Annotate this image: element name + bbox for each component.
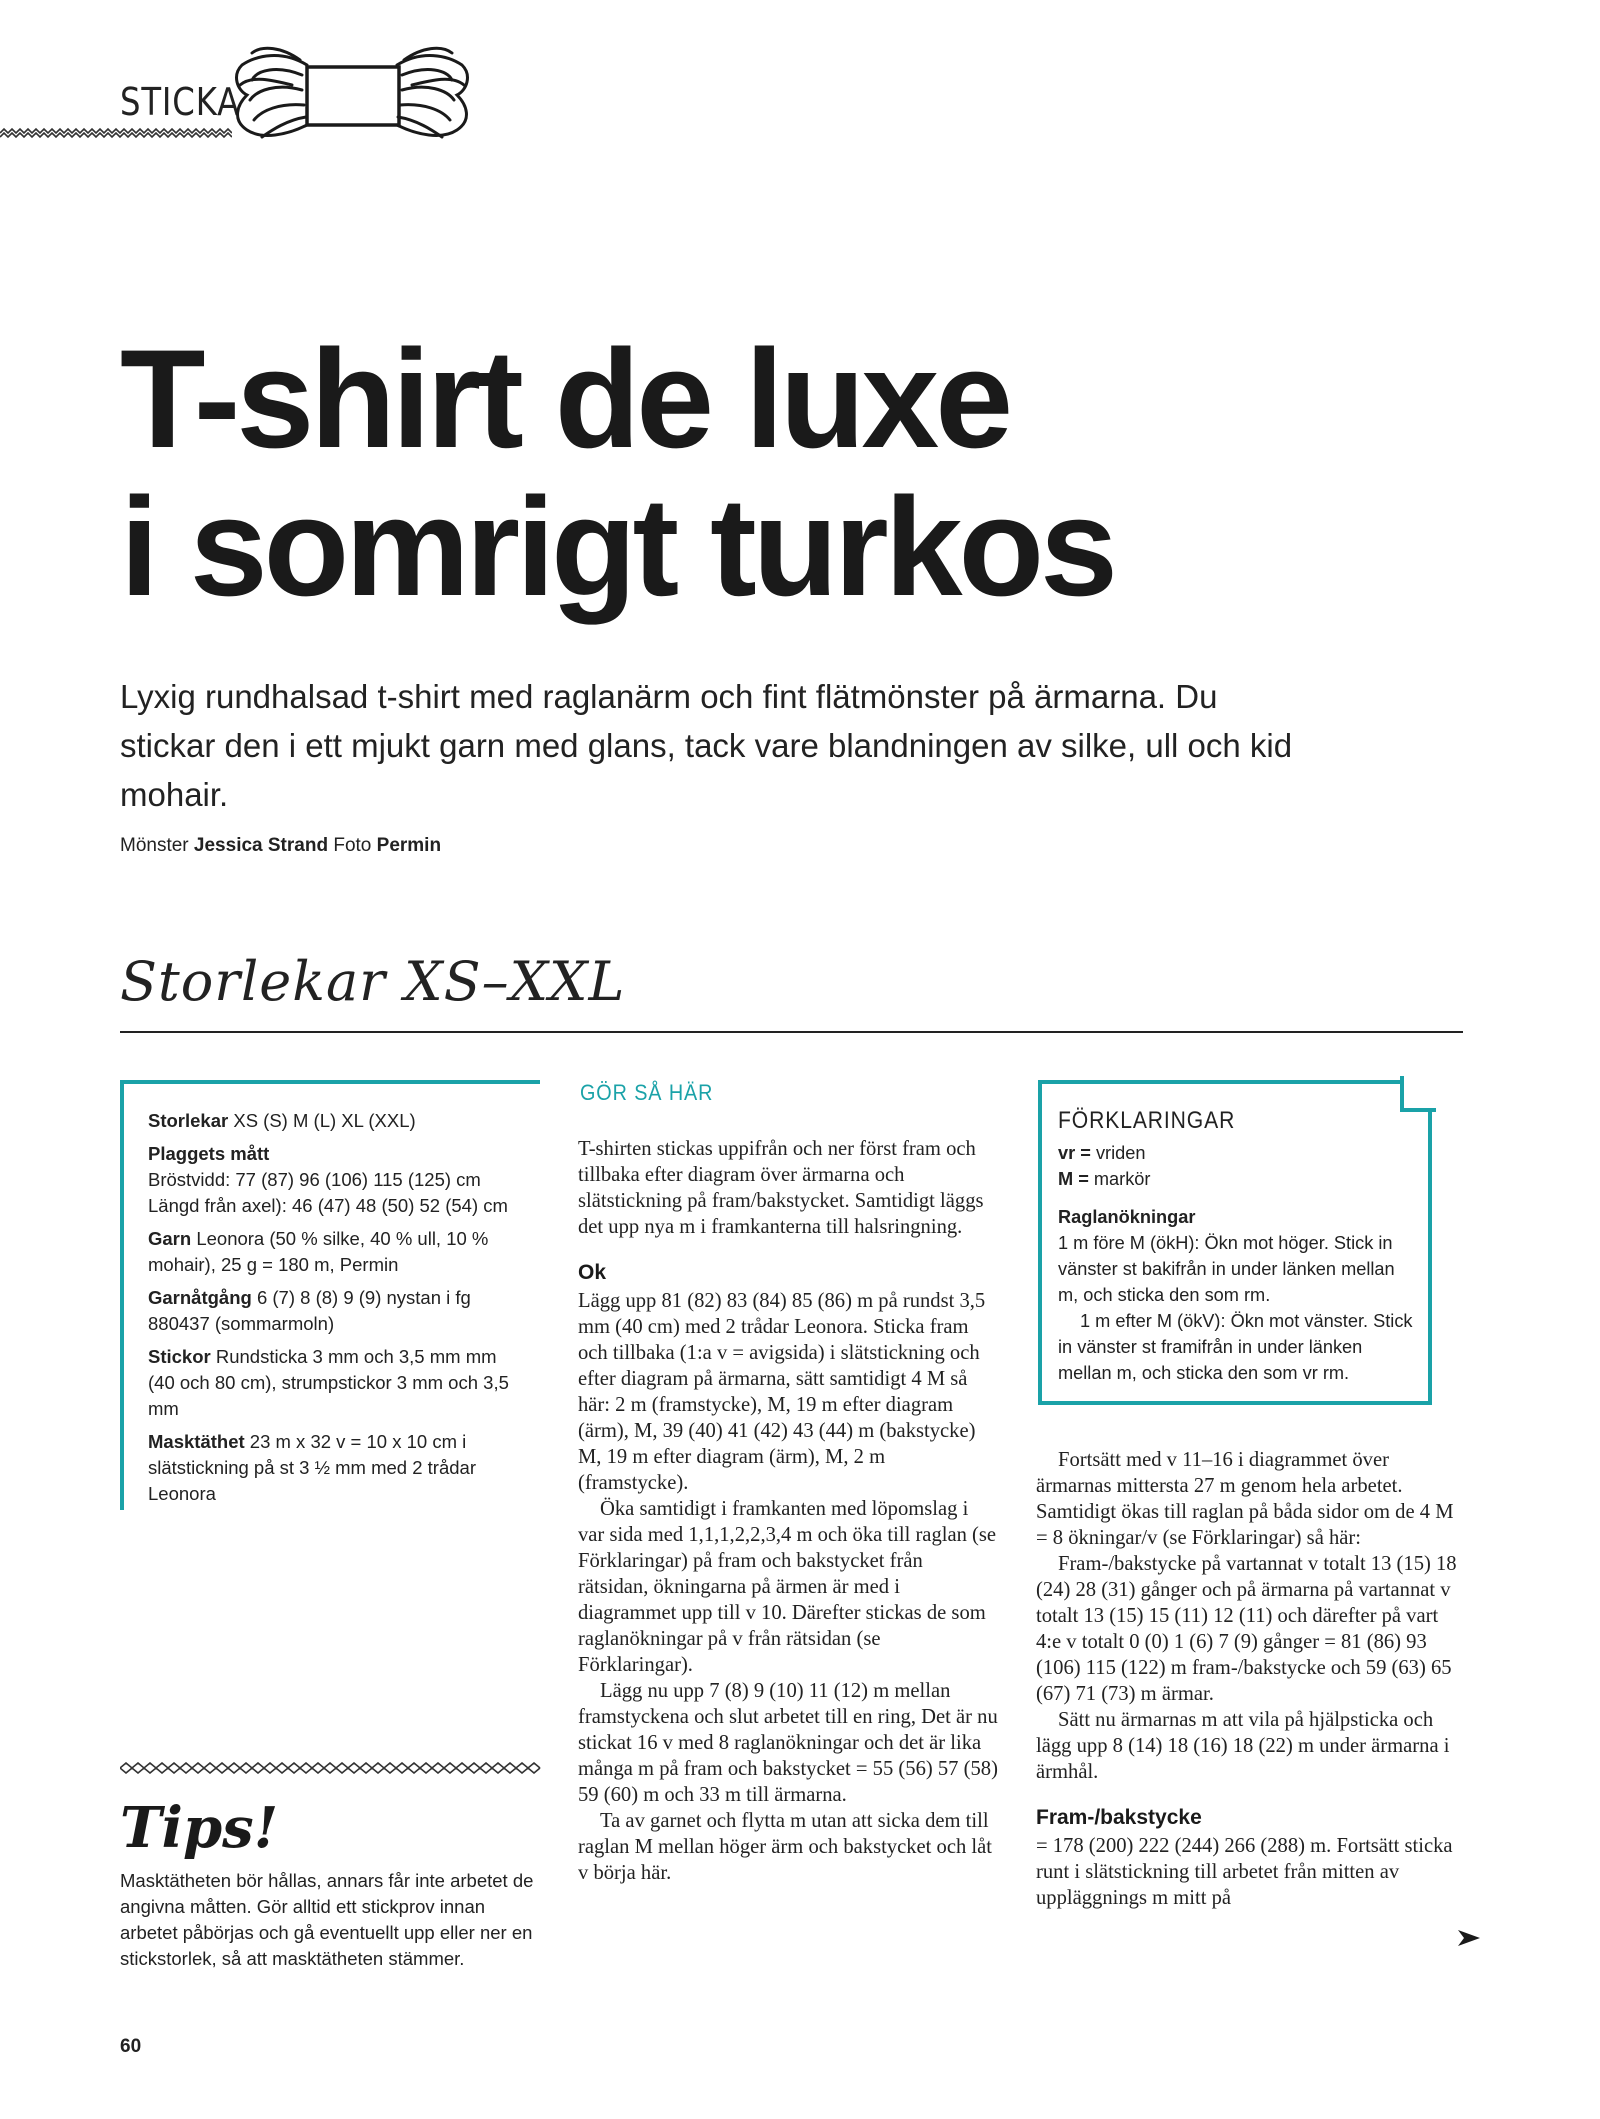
- tips-heading: Tips!: [120, 1795, 279, 1861]
- explanations-content: [1058, 1108, 1418, 1386]
- abbr-m-value: markör: [1093, 1169, 1151, 1189]
- yarn-skein-icon: [232, 45, 472, 145]
- how-paragraph-3: Öka samtidigt i framkanten med löpomslag i var sida med 1,1,1,2,2,3,4 m och öka till raglan (se Förklaringar) på fram och bakstycket från rätsidan, ökningarna på ärmen är med i diagrammet upp till v 10. Därefter stickas de som raglanökningar på v från rätsidan (se Förklaringar).: [578, 1498, 997, 1676]
- info-yarn-value: Leonora (50 % silke, 40 % ull, 10 % mohair), 25 g = 180 m, Permin: [148, 1228, 489, 1275]
- raglan-heading: Raglanökningar: [1058, 1207, 1196, 1227]
- how-to-heading: GÖR SÅ HÄR: [580, 1080, 714, 1105]
- right-paragraph-2: Fram-/bakstycke på vartannat v totalt 13 (15) 18 (24) 28 (31) gånger och på ärmarna på vartannat v totalt 13 (15) 15 (11) 12 (11) och därefter på vart 4:e v totalt 0 (0) 1 (6) 7 (9) gånger = 81 (86) 93 (106) 115 (122) m fram-/bakstycke och 59 (63) 65 (67) 71 (73) m ärmar.: [1036, 1553, 1457, 1705]
- zigzag-divider: [120, 1762, 545, 1774]
- right-paragraph-4: = 178 (200) 222 (244) 266 (288) m. Fortsätt sticka runt i slätstickning till arbetet från mitten av uppläggnings m mitt på: [1036, 1835, 1453, 1909]
- right-paragraph-3: Sätt nu ärmarnas m att vila på hjälpsticka och lägg upp 8 (14) 18 (16) 18 (22) m under ärmarna i ärmhål.: [1036, 1709, 1450, 1783]
- abbr-m: M =: [1058, 1169, 1089, 1189]
- raglan-paragraph-1: 1 m före M (ökH): Ökn mot höger. Stick in vänster st bakifrån in under länken mellan m, och sticka den som rm.: [1058, 1233, 1395, 1305]
- info-needles-label: Stickor: [148, 1346, 211, 1367]
- how-paragraph-5: Ta av garnet och flytta m utan att sicka dem till raglan M mellan höger ärm och bakstycket och låt v börja här.: [578, 1810, 993, 1884]
- explanations-heading: FÖRKLARINGAR: [1058, 1107, 1236, 1134]
- instructions-column-right: [1036, 1447, 1460, 1911]
- info-box: [120, 1080, 540, 1510]
- info-yarnuse-value: 6 (7) 8 (8) 9 (9) nystan i fg 880437 (sommarmoln): [148, 1287, 471, 1334]
- info-box-border-left: [120, 1080, 124, 1510]
- title-line-2: i somrigt turkos: [120, 468, 1114, 625]
- info-gauge-label: Masktäthet: [148, 1431, 245, 1452]
- title-line-1: T-shirt de luxe: [120, 320, 1010, 477]
- info-content: [148, 1108, 528, 1514]
- ok-heading: Ok: [578, 1261, 607, 1284]
- credit-photo-name: Permin: [376, 835, 442, 856]
- abbr-vr-value: vriden: [1095, 1143, 1146, 1163]
- intro-paragraph: Lyxig rundhalsad t-shirt med raglanärm och fint flätmönster på ärmarna. Du stickar den i ett mjukt garn med glans, tack vare blandningen av silke, ull och kid mohair.: [120, 678, 1293, 813]
- explanations-box: [1038, 1080, 1432, 1405]
- info-yarn-label: Garn: [148, 1228, 192, 1249]
- how-paragraph-1: T-shirten stickas uppifrån och ner först fram och tillbaka efter diagram över ärmarna och slätstickning på fram/bakstycket. Samtidigt läggs det upp nya m i framkanterna till halsringning.: [578, 1138, 984, 1238]
- section-label: STICKA: [120, 80, 241, 124]
- raglan-paragraph-2: 1 m efter M (ökV): Ökn mot vänster. Stick in vänster st framifrån in under länken mellan m, och sticka den som vr rm.: [1058, 1311, 1413, 1383]
- info-box-border-top: [120, 1080, 540, 1084]
- info-measure-label: Plaggets mått: [148, 1143, 270, 1164]
- instructions-column: [578, 1136, 998, 1886]
- page-number: 60: [120, 2036, 142, 2057]
- credit-pattern-label: Mönster: [120, 835, 189, 856]
- how-paragraph-4: Lägg nu upp 7 (8) 9 (10) 11 (12) m mellan framstyckena och slut arbetet till en ring, Det är nu stickat 16 v med 8 raglanökningar och det är lika många m på fram och bakstycket = 55 (56) 57 (58) 59 (60) m och 33 m till ärmarna.: [578, 1680, 998, 1806]
- how-paragraph-2: Lägg upp 81 (82) 83 (84) 85 (86) m på rundst 3,5 mm (40 cm) med 2 trådar Leonora. Sticka fram och tillbaka (1:a v = avigsida) i slätstickning och efter diagram på ärmarna, sätt samtidigt 4 M så här: 2 m (framstycke), M, 19 m efter diagram (ärm), M, 39 (40) 41 (42) 43 (44) m (bakstycke) M, 19 m efter diagram (ärm), M, 2 m (framstycke).: [578, 1290, 986, 1494]
- zigzag-divider: [0, 127, 232, 139]
- credit-photo-label: Foto: [333, 835, 372, 856]
- info-needles-value: Rundsticka 3 mm och 3,5 mm mm (40 och 80 cm), strumpstickor 3 mm och 3,5 mm: [148, 1346, 509, 1419]
- info-measure-line-2: Längd från axel): 46 (47) 48 (50) 52 (54) cm: [148, 1195, 508, 1216]
- continue-arrow-icon: [1458, 1930, 1480, 1946]
- right-paragraph-1: Fortsätt med v 11–16 i diagrammet över ärmarnas mittersta 27 m genom hela arbetet. Samtidigt ökas till raglan på båda sidor om de 4 M = 8 ökningar/v (se Förklaringar) så här:: [1036, 1449, 1454, 1549]
- page-title: [120, 320, 1114, 625]
- info-yarnuse-label: Garnåtgång: [148, 1287, 252, 1308]
- credit-pattern-name: Jessica Strand: [193, 835, 329, 856]
- info-sizes-label: Storlekar: [148, 1110, 229, 1131]
- tips-text: Masktätheten bör hållas, annars får inte arbetet de angivna måtten. Gör alltid ett stickprov innan arbetet påbörjas och gå eventuellt upp eller ner en stickstorlek, så att masktätheten stämmer.: [120, 1870, 534, 1969]
- credits: [120, 835, 441, 857]
- explanations-notch: [1400, 1076, 1436, 1112]
- abbr-vr: vr =: [1058, 1143, 1091, 1163]
- info-sizes-value: XS (S) M (L) XL (XXL): [233, 1110, 416, 1131]
- info-gauge-value: 23 m x 32 v = 10 x 10 cm i slätstickning på st 3 ½ mm med 2 trådar Leonora: [148, 1431, 476, 1504]
- sizes-heading: Storlekar XS–XXL: [120, 950, 626, 1013]
- info-measure-line-1: Bröstvidd: 77 (87) 96 (106) 115 (125) cm: [148, 1169, 481, 1190]
- front-back-heading: Fram-/bakstycke: [1036, 1806, 1202, 1829]
- horizontal-rule: [120, 1031, 1463, 1033]
- explanations-notch-line: [1400, 1076, 1404, 1112]
